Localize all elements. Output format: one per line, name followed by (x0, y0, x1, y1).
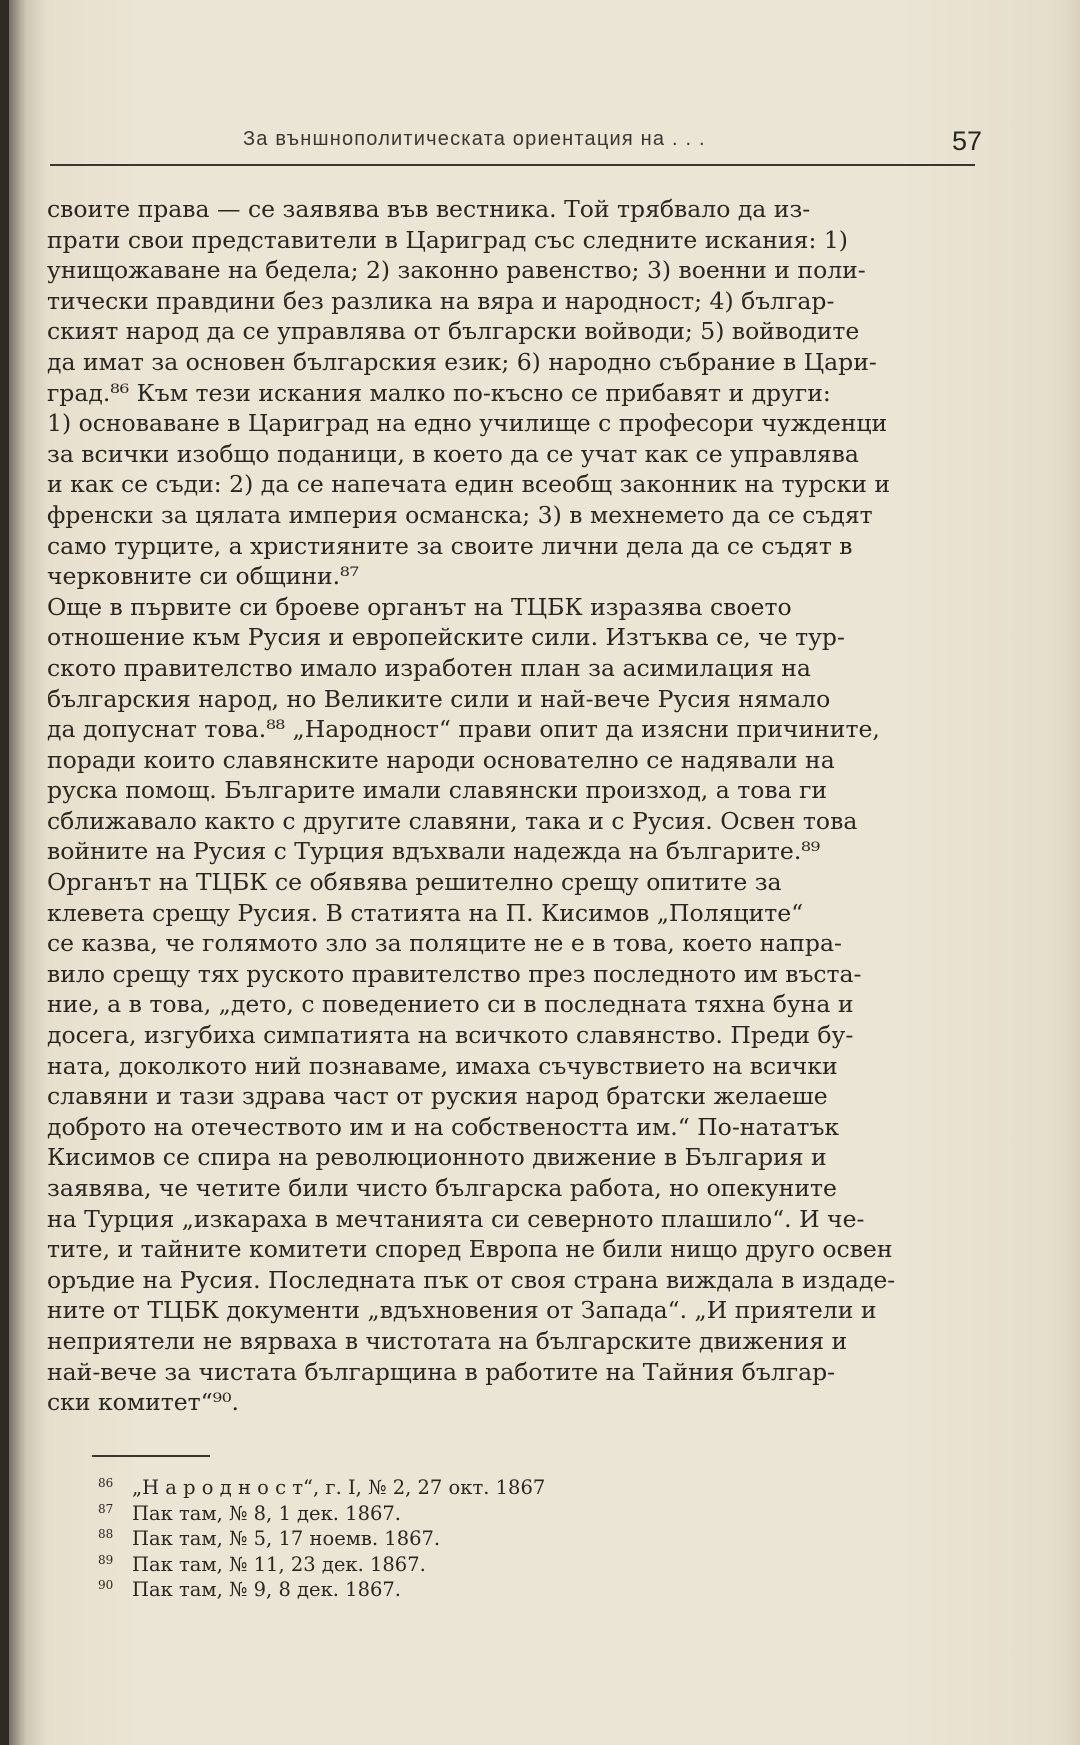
text-line: да имат за основен българския език; 6) народно събрание в Цари- (47, 347, 877, 376)
text-line: тите, и тайните комитети според Европа не били нищо друго освен (47, 1235, 893, 1264)
footnote (98, 1522, 718, 1548)
footnote-mark: 90 (98, 1578, 114, 1592)
text-line: 1) основаване в Цариград на едно училище с професори чужденци (47, 409, 888, 438)
text-line: вило срещу тях руското правителство през последното им въста- (47, 959, 862, 988)
footnote (98, 1497, 718, 1523)
text-line: досега, изгубиха симпатията на всичкото славянство. Преди бу- (47, 1021, 854, 1050)
text-line: неприятели не вярваха в чистотата на българските движения и (47, 1326, 848, 1355)
text-line: войните на Русия с Турция вдъхвали надежда на българите.⁸⁹ (47, 837, 821, 866)
text-line: клевета срещу Русия. В статията на П. Кисимов „Поляците“ (47, 898, 804, 927)
text-line: унищожаване на бедела; 2) законно равенство; 3) военни и поли- (47, 256, 866, 285)
page-number: 57 (952, 126, 983, 156)
text-line: прати свои представители в Цариград със следните искания: 1) (47, 225, 848, 254)
text-line: оръдие на Русия. Последната пък от своя страна виждала в издаде- (47, 1265, 896, 1294)
text-line: доброто на отечеството им и на собствеността им.“ По-нататък (47, 1112, 840, 1141)
text-line: Кисимов се спира на революционното движение в България и (47, 1143, 827, 1172)
text-line: черковните си общини.⁸⁷ (47, 562, 359, 591)
footnote-text: Пак там, № 11, 23 дек. 1867. (132, 1552, 426, 1576)
footnote-text: Пак там, № 5, 17 ноемв. 1867. (132, 1527, 441, 1550)
footnote-mark: 88 (98, 1527, 114, 1541)
header-rule (50, 164, 975, 166)
footnote-mark: 87 (98, 1501, 114, 1516)
text-line: френски за цялата империя османска; 3) в мехнемето да се съдят (47, 500, 873, 529)
footnote (98, 1573, 718, 1599)
text-line: поради които славянските народи основателно се надявали на (47, 745, 835, 774)
footnote-mark: 89 (98, 1552, 114, 1567)
text-line: на Турция „изкараха в мечтанията си северното плашило“. И че- (47, 1204, 865, 1233)
body-text (47, 194, 975, 1418)
text-line: град.⁸⁶ Към тези искания малко по-късно се прибавят и други: (47, 378, 831, 407)
footnote-text: „Н а р о д н о с т“, г. I, № 2, 27 окт. 1867 (132, 1476, 546, 1499)
text-line: ският народ да се управлява от български войводи; 5) войводите (47, 317, 860, 346)
text-line: ското правителство имало изработен план за асимилация на (47, 653, 811, 682)
text-line: ната, доколкото ний познаваме, имаха съчувствието на всички (47, 1051, 838, 1080)
text-line: тически правдини без разлика на вяра и народност; 4) българ- (47, 286, 835, 315)
text-line: отношение към Русия и европейските сили. Изтъква се, че тур- (47, 623, 845, 652)
text-line: най-вече за чистата българщина в работите на Тайния българ- (47, 1357, 836, 1386)
text-line: заявява, че четите били чисто българска работа, но опекуните (47, 1174, 837, 1202)
text-line: ние, а в това, „дето, с поведението си в последната тяхна буна и (47, 990, 854, 1019)
text-line: и как се съди: 2) да се напечата един всеобщ законник на турски и (47, 470, 891, 499)
footnote (98, 1548, 718, 1574)
text-line: ски комитет“⁹⁰. (47, 1388, 239, 1417)
text-line: се казва, че голямото зло за поляците не е в това, което напра- (47, 929, 842, 958)
footnote-text: Пак там, № 8, 1 дек. 1867. (132, 1501, 402, 1525)
text-line: само турците, а християните за своите лични дела да се съдят в (47, 531, 853, 560)
paragraph-start-line: Органът на ТЦБК се обявява решително срещу опитите за (47, 868, 782, 897)
footnote-text: Пак там, № 9, 8 дек. 1867. (132, 1578, 402, 1601)
text-line: за всички изобщо поданици, в което да се учат как се управлява (47, 439, 859, 468)
paragraph-start-line: Още в първите си броеве органът на ТЦБК изразява своето (47, 592, 792, 621)
text-line: сближавало както с другите славяни, така и с Русия. Освен това (47, 806, 858, 835)
running-header-title: За външнополитическата ориентация на . . . (243, 128, 706, 150)
text-line: славяни и тази здрава част от руския народ братски желаеше (47, 1082, 828, 1111)
text-line: ните от ТЦБК документи „вдъхновения от Запада“. „И приятели и (47, 1296, 877, 1325)
binding-edge (0, 0, 9, 1745)
footnote-mark: 86 (98, 1476, 114, 1490)
footnote (98, 1471, 718, 1497)
text-line: своите права — се заявява във вестника. Той трябвало да из- (47, 195, 811, 223)
text-line: руска помощ. Българите имали славянски произход, а това ги (47, 776, 828, 805)
footnote-separator (92, 1455, 210, 1457)
text-line: българския народ, но Великите сили и най-вече Русия нямало (47, 684, 831, 713)
footnotes (98, 1471, 718, 1599)
text-line: да допуснат това.⁸⁸ „Народност“ прави опит да изясни причините, (47, 715, 880, 744)
